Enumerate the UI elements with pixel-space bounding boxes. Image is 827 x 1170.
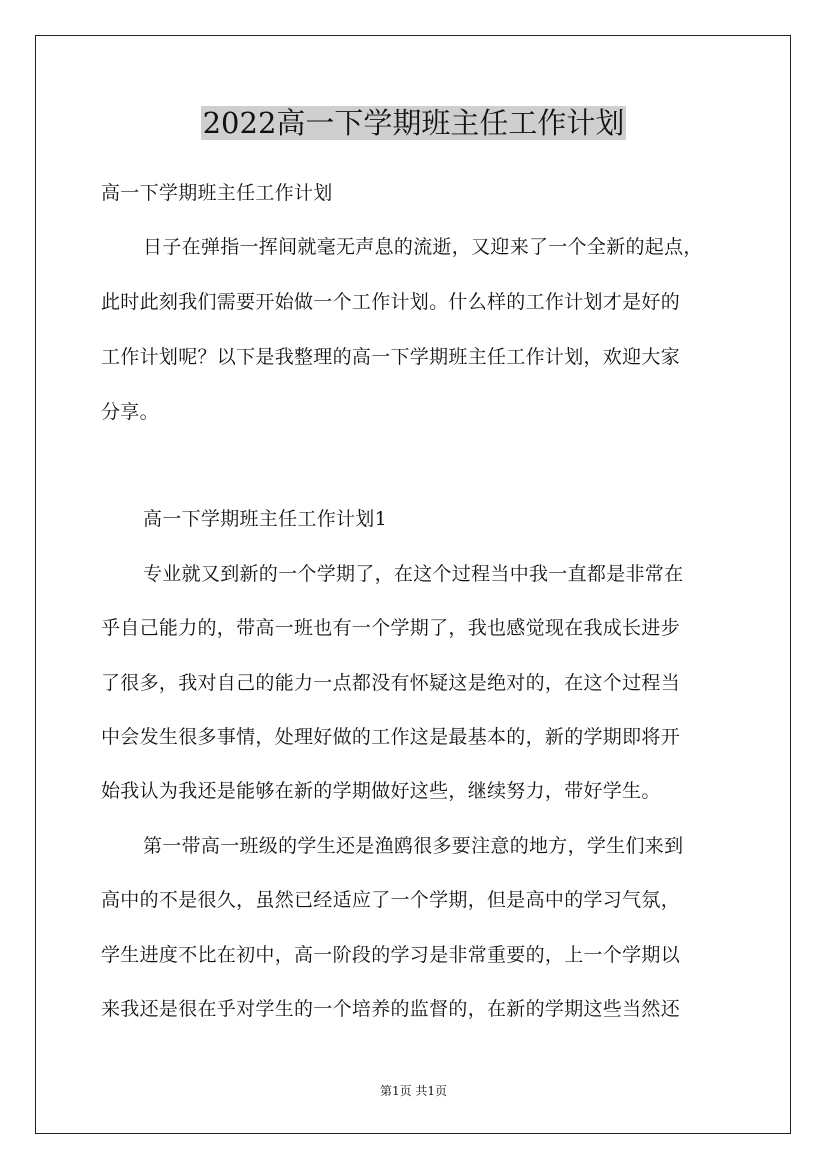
paragraph-line: 中会发生很多事情，处理好做的工作这是最基本的，新的学期即将开 (101, 726, 681, 748)
paragraph-line: 始我认为我还是能够在新的学期做好这些，继续努力，带好学生。 (101, 780, 661, 802)
subtitle-line: 高一下学期班主任工作计划 (101, 182, 333, 204)
paragraph-line: 工作计划呢？以下是我整理的高一下学期班主任工作计划，欢迎大家 (101, 346, 681, 368)
paragraph-line: 来我还是很在乎对学生的一个培养的监督的，在新的学期这些当然还 (101, 998, 681, 1020)
document-title (0, 103, 827, 143)
paragraph-line: 专业就又到新的一个学期了，在这个过程当中我一直都是非常在 (143, 563, 684, 585)
document-title-text: 2022高一下学期班主任工作计划 (202, 106, 625, 140)
paragraph-line: 第一带高一班级的学生还是渔鸥很多要注意的地方，学生们来到 (143, 835, 684, 857)
paragraph-line: 分享。 (101, 401, 159, 423)
page-footer: 第1页 共1页 (379, 1084, 448, 1098)
paragraph-line: 日子在弹指一挥间就毫无声息的流逝，又迎来了一个全新的起点， (143, 236, 703, 258)
section-heading: 高一下学期班主任工作计划1 (143, 508, 387, 530)
paragraph-line: 此时此刻我们需要开始做一个工作计划。什么样的工作计划才是好的 (101, 291, 681, 313)
paragraph-line: 乎自己能力的，带高一班也有一个学期了，我也感觉现在我成长进步 (101, 617, 681, 639)
paragraph-line: 学生进度不比在初中，高一阶段的学习是非常重要的，上一个学期以 (101, 944, 681, 966)
paragraph-line: 高中的不是很久，虽然已经适应了一个学期，但是高中的学习气氛， (101, 889, 681, 911)
paragraph-line: 了很多，我对自己的能力一点都没有怀疑这是绝对的，在这个过程当 (101, 672, 681, 694)
